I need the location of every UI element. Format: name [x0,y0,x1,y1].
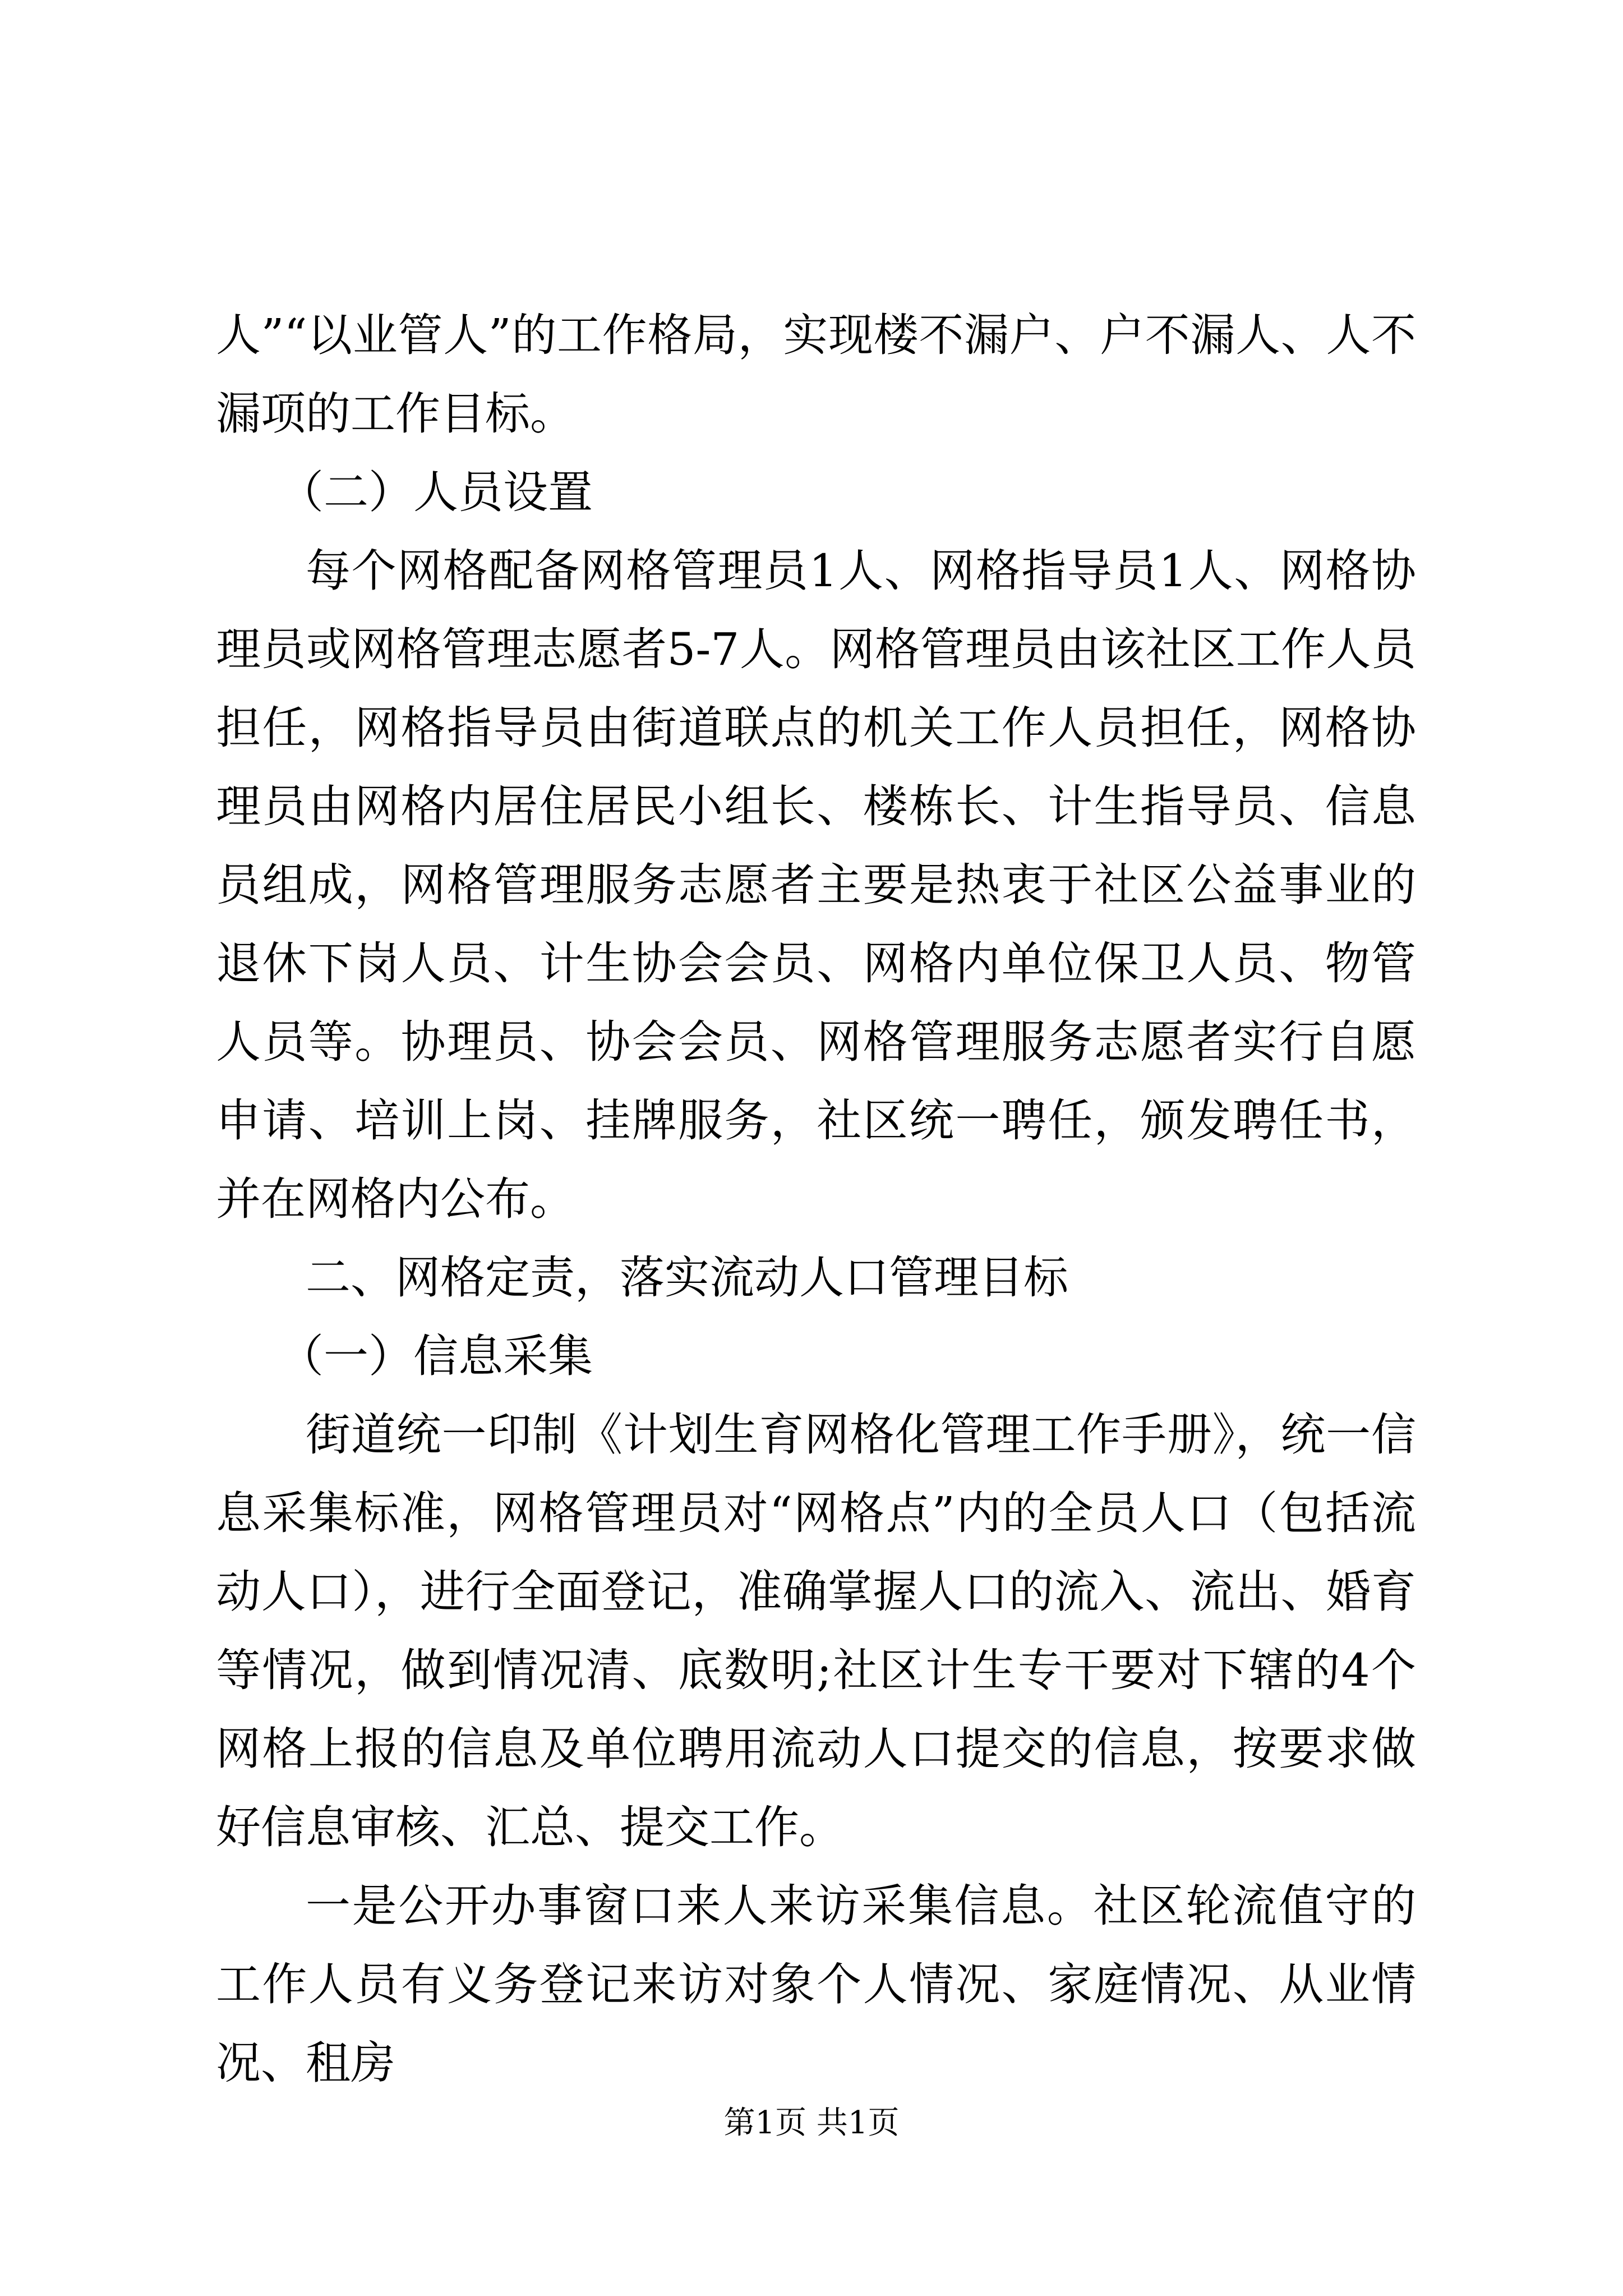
paragraph-info-collection: 街道统一印制《计划生育网格化管理工作手册》，统一信息采集标准，网格管理员对“网格点”内的全员人口（包括流动人口），进行全面登记，准确掌握人口的流入、流出、婚育等情况，做到情况清、底数明;社区计生专干要对下辖的4个网格上报的信息及单位聘用流动人口提交的信息，按要求做好信息审核、汇总、提交工作。 [216,1409,1416,1853]
page-number-footer: 第1页 共1页 [723,2105,900,2141]
paragraph-public-window: 一是公开办事窗口来人来访采集信息。社区轮流值守的工作人员有义务登记来访对象个人情况、家庭情况、从业情况、租房 [216,1880,1416,2089]
paragraph-staffing: 每个网格配备网格管理员1人、网格指导员1人、网格协理员或网格管理志愿者5-7人。网格管理员由该社区工作人员担任，网格指导员由街道联点的机关工作人员担任，网格协理员由网格内居住居民小组长、楼栋长、计生指导员、信息员组成，网格管理服务志愿者主要是热衷于社区公益事业的退休下岗人员、计生协会会员、网格内单位保卫人员、物管人员等。协理员、协会会员、网格管理服务志愿者实行自愿申请、培训上岗、挂牌服务，社区统一聘任，颁发聘任书，并在网格内公布。 [216,545,1416,1225]
document-body [216,296,1416,2102]
section-heading-info-collection: （一）信息采集 [279,1330,593,1382]
paragraph-continuation: 人”“以业管人”的工作格局，实现楼不漏户、户不漏人、人不漏项的工作目标。 [216,309,1416,440]
section-heading-staffing: （二）人员设置 [279,466,593,518]
section-heading-grid-responsibility: 二、网格定责，落实流动人口管理目标 [306,1251,1068,1304]
